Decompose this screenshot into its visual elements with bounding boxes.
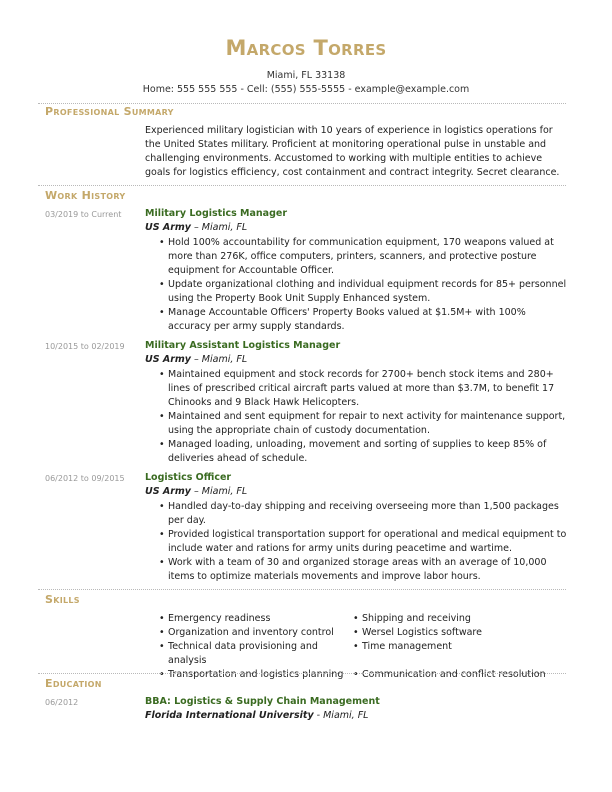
section-title-summary: Professional Summary — [45, 105, 174, 118]
list-item: • Handled day-to-day shipping and receiving overseeing more than 1,500 packages per day. — [145, 500, 570, 528]
company-location: – Miami, FL — [191, 486, 248, 497]
list-item: • Provided logistical transportation support for operational and medical equipment to include water and rations for army units during peacetime and wartime. — [145, 528, 570, 556]
company-name: US Army — [145, 486, 191, 497]
company-location: – Miami, FL — [191, 354, 248, 365]
contact-line: Home: 555 555 555 - Cell: (555) 555-5555 - example@example.com — [142, 84, 470, 95]
skill-item: • Emergency readiness — [145, 612, 353, 626]
job-title: Military Logistics Manager — [145, 208, 288, 219]
list-item: • Hold 100% accountability for communication equipment, 170 weapons valued at more than 276K, office computers, printers, scanners, and protective posture equipment for Accountable Officer. — [145, 236, 570, 278]
skill-item: • Shipping and receiving — [353, 612, 570, 626]
divider — [38, 673, 566, 674]
skills-list — [145, 612, 570, 682]
job-company — [145, 354, 247, 365]
list-item: • Manage Accountable Officers' Property Books valued at $1.5M+ with 100% accuracy per army supply standards. — [145, 306, 570, 334]
skill-item: • Transportation and logistics planning — [145, 668, 353, 682]
skill-item: • Technical data provisioning and analysis — [145, 640, 353, 668]
job-title: Military Assistant Logistics Manager — [145, 340, 341, 351]
section-title-skills: Skills — [45, 593, 80, 606]
section-title-education: Education — [45, 677, 102, 690]
school-name: Florida International University — [145, 710, 314, 721]
divider — [38, 103, 566, 104]
candidate-name: Marcos Torres — [225, 36, 387, 60]
job-bullets — [145, 368, 570, 466]
company-name: US Army — [145, 354, 191, 365]
company-location: – Miami, FL — [191, 222, 248, 233]
list-item: • Work with a team of 30 and organized storage areas with an average of 10,000 items to optimize materials movements and improve labor hours. — [145, 556, 570, 584]
school — [145, 710, 368, 721]
job-bullets — [145, 500, 570, 584]
school-location: - Miami, FL — [313, 710, 369, 721]
job-company — [145, 222, 247, 233]
job-date: 03/2019 to Current — [45, 210, 122, 219]
skill-item: • Organization and inventory control — [145, 626, 353, 640]
divider — [38, 589, 566, 590]
job-bullets — [145, 236, 570, 334]
list-item: • Maintained and sent equipment for repair to next activity for maintenance support, using the appropriate chain of custody documentation. — [145, 410, 570, 438]
section-title-work-history: Work History — [45, 189, 126, 202]
job-title: Logistics Officer — [145, 472, 232, 483]
job-date: 10/2015 to 02/2019 — [45, 342, 125, 351]
list-item: • Maintained equipment and stock records for 2700+ bench stock items and 280+ lines of prescribed critical aircraft parts valued at more than $3.7M, to benefit 17 Chinooks and 9 Black Hawk Helicopters. — [145, 368, 570, 410]
address-line: Miami, FL 33138 — [266, 70, 346, 81]
skill-item: • Time management — [353, 640, 570, 668]
skill-item: • Wersel Logistics software — [353, 626, 570, 640]
divider — [38, 185, 566, 186]
company-name: US Army — [145, 222, 191, 233]
education-date: 06/2012 — [45, 698, 79, 707]
list-item: • Update organizational clothing and individual equipment records for 85+ personnel using the Property Book Unit Supply Enhanced system. — [145, 278, 570, 306]
degree-title: BBA: Logistics & Supply Chain Management — [145, 696, 380, 707]
job-company — [145, 486, 247, 497]
job-date: 06/2012 to 09/2015 — [45, 474, 125, 483]
list-item: • Managed loading, unloading, movement and sorting of supplies to keep 85% of deliveries ahead of schedule. — [145, 438, 570, 466]
summary-text: Experienced military logistician with 10 years of experience in logistics operations for the United States military. Proficient at monitoring operational pulse in unstable and challenging environments. Accustomed to working with multiple entities to achieve goals for logistics efficiency, cost containment and contract integrity. Secret clearance. — [145, 125, 560, 178]
skill-item: • Communication and conflict resolution — [353, 668, 570, 682]
